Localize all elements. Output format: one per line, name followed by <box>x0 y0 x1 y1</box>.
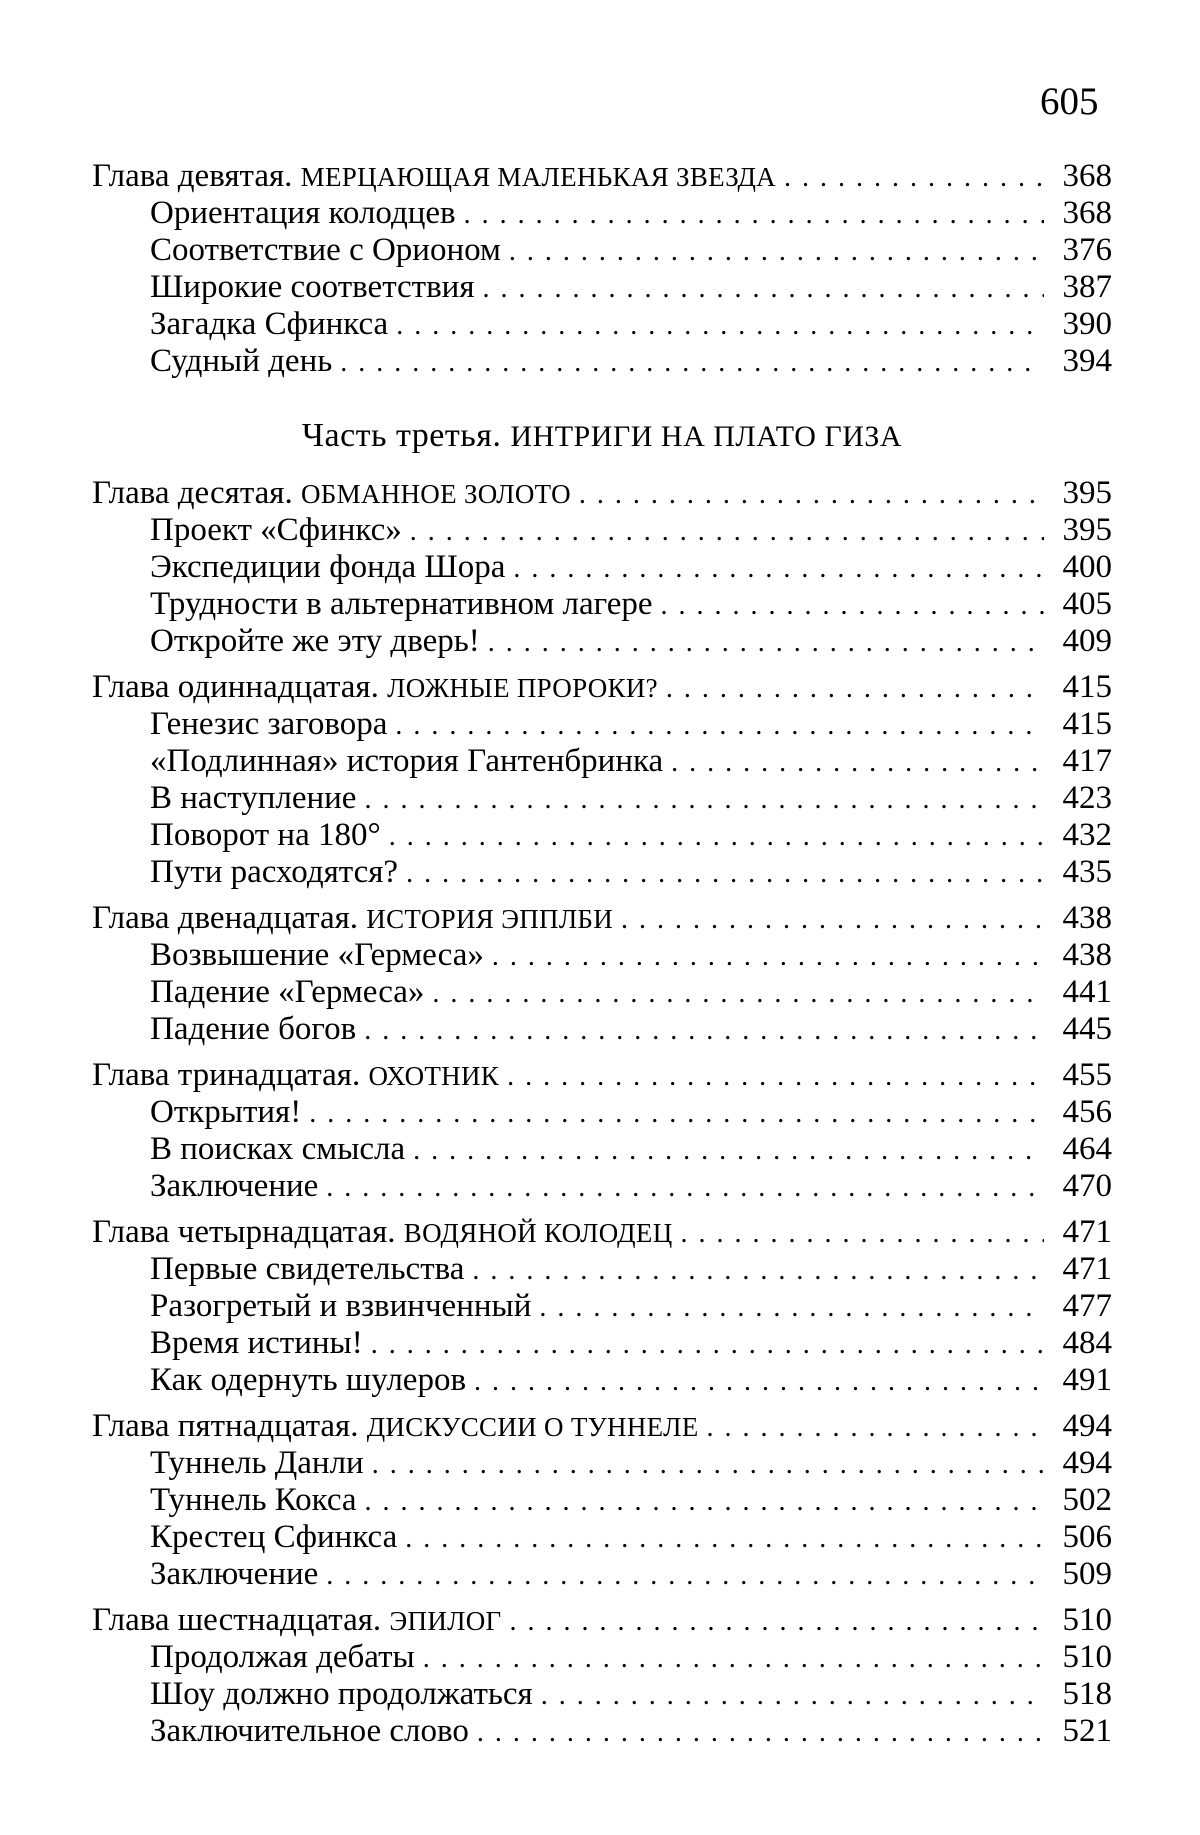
page-ref: 423 <box>1044 780 1112 817</box>
page-ref: 415 <box>1044 706 1112 743</box>
dot-leader <box>396 307 1044 344</box>
section-title: Соответствие с Орионом <box>150 232 501 268</box>
section-row <box>92 343 1112 380</box>
chapter-heading <box>92 900 1112 937</box>
section-title: Ориентация колодцев <box>150 195 456 231</box>
dot-leader <box>661 587 1044 624</box>
chapter-prefix: Глава двенадцатая. <box>92 900 359 936</box>
section-title: Экспедиции фонда Шора <box>150 549 506 585</box>
part-name: ИНТРИГИ НА ПЛАТО ГИЗА <box>510 420 903 453</box>
section-row <box>92 706 1112 743</box>
section-row <box>92 1094 1112 1131</box>
dot-leader <box>477 1714 1044 1751</box>
page-ref: 409 <box>1044 623 1112 660</box>
page-ref: 484 <box>1044 1325 1112 1362</box>
page-ref: 510 <box>1044 1602 1112 1639</box>
page-ref: 491 <box>1044 1362 1112 1399</box>
chapter-title <box>92 1602 509 1640</box>
chapter-16 <box>92 1602 1112 1750</box>
chapter-title <box>92 1408 707 1446</box>
dot-leader <box>513 550 1044 587</box>
section-row <box>92 1519 1112 1556</box>
dot-leader <box>364 781 1044 818</box>
section-row <box>92 306 1112 343</box>
chapter-prefix: Глава одиннадцатая. <box>92 669 379 705</box>
chapter-heading <box>92 158 1112 195</box>
page-ref: 494 <box>1044 1408 1112 1445</box>
section-row <box>92 1011 1112 1048</box>
page-ref: 510 <box>1044 1639 1112 1676</box>
section-title: Пути расходятся? <box>150 854 399 890</box>
dot-leader <box>432 975 1044 1012</box>
page-ref: 471 <box>1044 1251 1112 1288</box>
dot-leader <box>671 744 1044 781</box>
page-ref: 509 <box>1044 1556 1112 1593</box>
dot-leader <box>492 938 1044 975</box>
page-ref: 368 <box>1044 195 1112 232</box>
section-title: Проект «Сфинкс» <box>150 512 402 548</box>
page-ref: 405 <box>1044 586 1112 623</box>
section-title: Генезис заговора <box>150 706 388 742</box>
chapter-13 <box>92 1057 1112 1205</box>
dot-leader <box>539 1289 1044 1326</box>
page-ref: 456 <box>1044 1094 1112 1131</box>
page-ref: 477 <box>1044 1288 1112 1325</box>
page-ref: 502 <box>1044 1482 1112 1519</box>
page-ref: 445 <box>1044 1011 1112 1048</box>
dot-leader <box>681 1215 1045 1252</box>
page-ref: 395 <box>1044 512 1112 549</box>
section-row <box>92 1168 1112 1205</box>
chapter-title <box>92 1214 681 1252</box>
chapter-12 <box>92 900 1112 1048</box>
section-row <box>92 232 1112 269</box>
chapter-title <box>92 900 621 938</box>
chapter-name: ОХОТНИК <box>368 1061 500 1091</box>
dot-leader <box>413 1132 1044 1169</box>
section-title: В наступление <box>150 780 357 816</box>
table-of-contents <box>92 158 1112 1750</box>
chapter-heading <box>92 1214 1112 1251</box>
page-ref: 506 <box>1044 1519 1112 1556</box>
section-title: Широкие соответствия <box>150 269 475 305</box>
chapter-14 <box>92 1214 1112 1399</box>
section-title: Возвышение «Гермеса» <box>150 937 484 973</box>
section-title: Поворот на 180° <box>150 817 381 853</box>
section-title: Судный день <box>150 343 333 379</box>
dot-leader <box>621 901 1044 938</box>
page-ref: 400 <box>1044 549 1112 586</box>
section-row <box>92 512 1112 549</box>
part-heading <box>92 416 1112 457</box>
page-ref: 390 <box>1044 306 1112 343</box>
dot-leader <box>474 1363 1044 1400</box>
chapter-title <box>92 669 666 707</box>
dot-leader <box>365 1483 1044 1520</box>
page-number: 605 <box>1040 80 1099 123</box>
chapter-heading <box>92 1602 1112 1639</box>
page-ref: 376 <box>1044 232 1112 269</box>
dot-leader <box>579 476 1044 513</box>
section-row <box>92 586 1112 623</box>
chapter-prefix: Глава тринадцатая. <box>92 1057 361 1093</box>
page-ref: 435 <box>1044 854 1112 891</box>
section-title: Время истины! <box>150 1325 363 1361</box>
chapter-name: ОБМАННОЕ ЗОЛОТО <box>301 479 571 509</box>
dot-leader <box>423 1640 1044 1677</box>
dot-leader <box>483 270 1044 307</box>
section-row <box>92 1713 1112 1750</box>
page-ref: 470 <box>1044 1168 1112 1205</box>
section-title: Туннель Кокса <box>150 1482 357 1518</box>
section-row <box>92 1482 1112 1519</box>
chapter-heading <box>92 669 1112 706</box>
section-row <box>92 1676 1112 1713</box>
section-title: Крестец Сфинкса <box>150 1519 398 1555</box>
page-ref: 521 <box>1044 1713 1112 1750</box>
part-prefix: Часть третья. <box>301 417 502 454</box>
chapter-name: ВОДЯНОЙ КОЛОДЕЦ <box>403 1218 673 1248</box>
chapter-prefix: Глава пятнадцатая. <box>92 1408 359 1444</box>
dot-leader <box>405 1520 1044 1557</box>
section-title: Заключение <box>150 1168 319 1204</box>
page-ref: 394 <box>1044 343 1112 380</box>
page-ref: 438 <box>1044 900 1112 937</box>
chapter-prefix: Глава шестнадцатая. <box>92 1602 382 1638</box>
section-title: «Подлинная» история Гантенбринка <box>150 743 664 779</box>
dot-leader <box>372 1446 1044 1483</box>
dot-leader <box>309 1095 1044 1132</box>
chapter-9 <box>92 158 1112 380</box>
section-row <box>92 937 1112 974</box>
page-ref: 441 <box>1044 974 1112 1011</box>
section-row <box>92 1288 1112 1325</box>
chapter-prefix: Глава четырнадцатая. <box>92 1214 396 1250</box>
chapter-name: МЕРЦАЮЩАЯ МАЛЕНЬКАЯ ЗВЕЗДА <box>300 162 776 192</box>
section-row <box>92 974 1112 1011</box>
section-title: Откройте же эту дверь! <box>150 623 480 659</box>
chapter-name: ИСТОРИЯ ЭППЛБИ <box>366 904 614 934</box>
dot-leader <box>326 1557 1044 1594</box>
dot-leader <box>784 159 1044 196</box>
chapter-heading <box>92 1408 1112 1445</box>
page-ref: 471 <box>1044 1214 1112 1251</box>
page-ref: 387 <box>1044 269 1112 306</box>
section-row <box>92 1131 1112 1168</box>
dot-leader <box>507 1058 1044 1095</box>
section-title: Первые свидетельства <box>150 1251 465 1287</box>
chapter-name: ДИСКУССИИ О ТУННЕЛЕ <box>366 1412 699 1442</box>
dot-leader <box>406 855 1044 892</box>
dot-leader <box>509 1603 1044 1640</box>
dot-leader <box>326 1169 1044 1206</box>
page-ref: 417 <box>1044 743 1112 780</box>
section-title: Туннель Данли <box>150 1445 364 1481</box>
section-title: Падение богов <box>150 1011 357 1047</box>
section-title: В поисках смысла <box>150 1131 406 1167</box>
page-ref: 455 <box>1044 1057 1112 1094</box>
section-title: Заключительное слово <box>150 1713 469 1749</box>
section-row <box>92 195 1112 232</box>
section-row <box>92 269 1112 306</box>
chapter-heading <box>92 475 1112 512</box>
section-title: Открытия! <box>150 1094 302 1130</box>
page-ref: 395 <box>1044 475 1112 512</box>
page-ref: 415 <box>1044 669 1112 706</box>
chapter-heading <box>92 1057 1112 1094</box>
dot-leader <box>340 344 1044 381</box>
section-row <box>92 1556 1112 1593</box>
section-title: Как одернуть шулеров <box>150 1362 467 1398</box>
page-ref: 438 <box>1044 937 1112 974</box>
section-row <box>92 623 1112 660</box>
dot-leader <box>389 818 1044 855</box>
dot-leader <box>371 1326 1044 1363</box>
chapter-title <box>92 1057 507 1095</box>
chapter-title <box>92 158 784 196</box>
page-ref: 368 <box>1044 158 1112 195</box>
dot-leader <box>509 233 1044 270</box>
dot-leader <box>472 1252 1044 1289</box>
section-row <box>92 549 1112 586</box>
page-ref: 494 <box>1044 1445 1112 1482</box>
section-title: Загадка Сфинкса <box>150 306 389 342</box>
section-row <box>92 1362 1112 1399</box>
chapter-title <box>92 475 579 513</box>
dot-leader <box>395 707 1044 744</box>
chapter-name: ЭПИЛОГ <box>389 1606 502 1636</box>
chapter-prefix: Глава десятая. <box>92 475 293 511</box>
dot-leader <box>541 1677 1044 1714</box>
chapter-10 <box>92 475 1112 660</box>
section-title: Шоу должно продолжаться <box>150 1676 533 1712</box>
section-title: Трудности в альтернативном лагере <box>150 586 653 622</box>
section-row <box>92 1639 1112 1676</box>
dot-leader <box>464 196 1044 233</box>
chapter-prefix: Глава девятая. <box>92 158 293 194</box>
section-title: Продолжая дебаты <box>150 1639 415 1675</box>
section-row <box>92 854 1112 891</box>
dot-leader <box>666 670 1044 707</box>
chapter-name: ЛОЖНЫЕ ПРОРОКИ? <box>387 673 658 703</box>
page-ref: 518 <box>1044 1676 1112 1713</box>
section-row <box>92 743 1112 780</box>
dot-leader <box>410 513 1044 550</box>
section-row <box>92 1445 1112 1482</box>
section-row <box>92 1325 1112 1362</box>
section-row <box>92 1251 1112 1288</box>
dot-leader <box>707 1409 1045 1446</box>
chapter-11 <box>92 669 1112 891</box>
section-title: Разогретый и взвинченный <box>150 1288 532 1324</box>
dot-leader <box>488 624 1044 661</box>
dot-leader <box>364 1012 1044 1049</box>
section-title: Падение «Гермеса» <box>150 974 425 1010</box>
page-ref: 464 <box>1044 1131 1112 1168</box>
section-row <box>92 780 1112 817</box>
page-ref: 432 <box>1044 817 1112 854</box>
chapter-15 <box>92 1408 1112 1593</box>
section-row <box>92 817 1112 854</box>
section-title: Заключение <box>150 1556 319 1592</box>
